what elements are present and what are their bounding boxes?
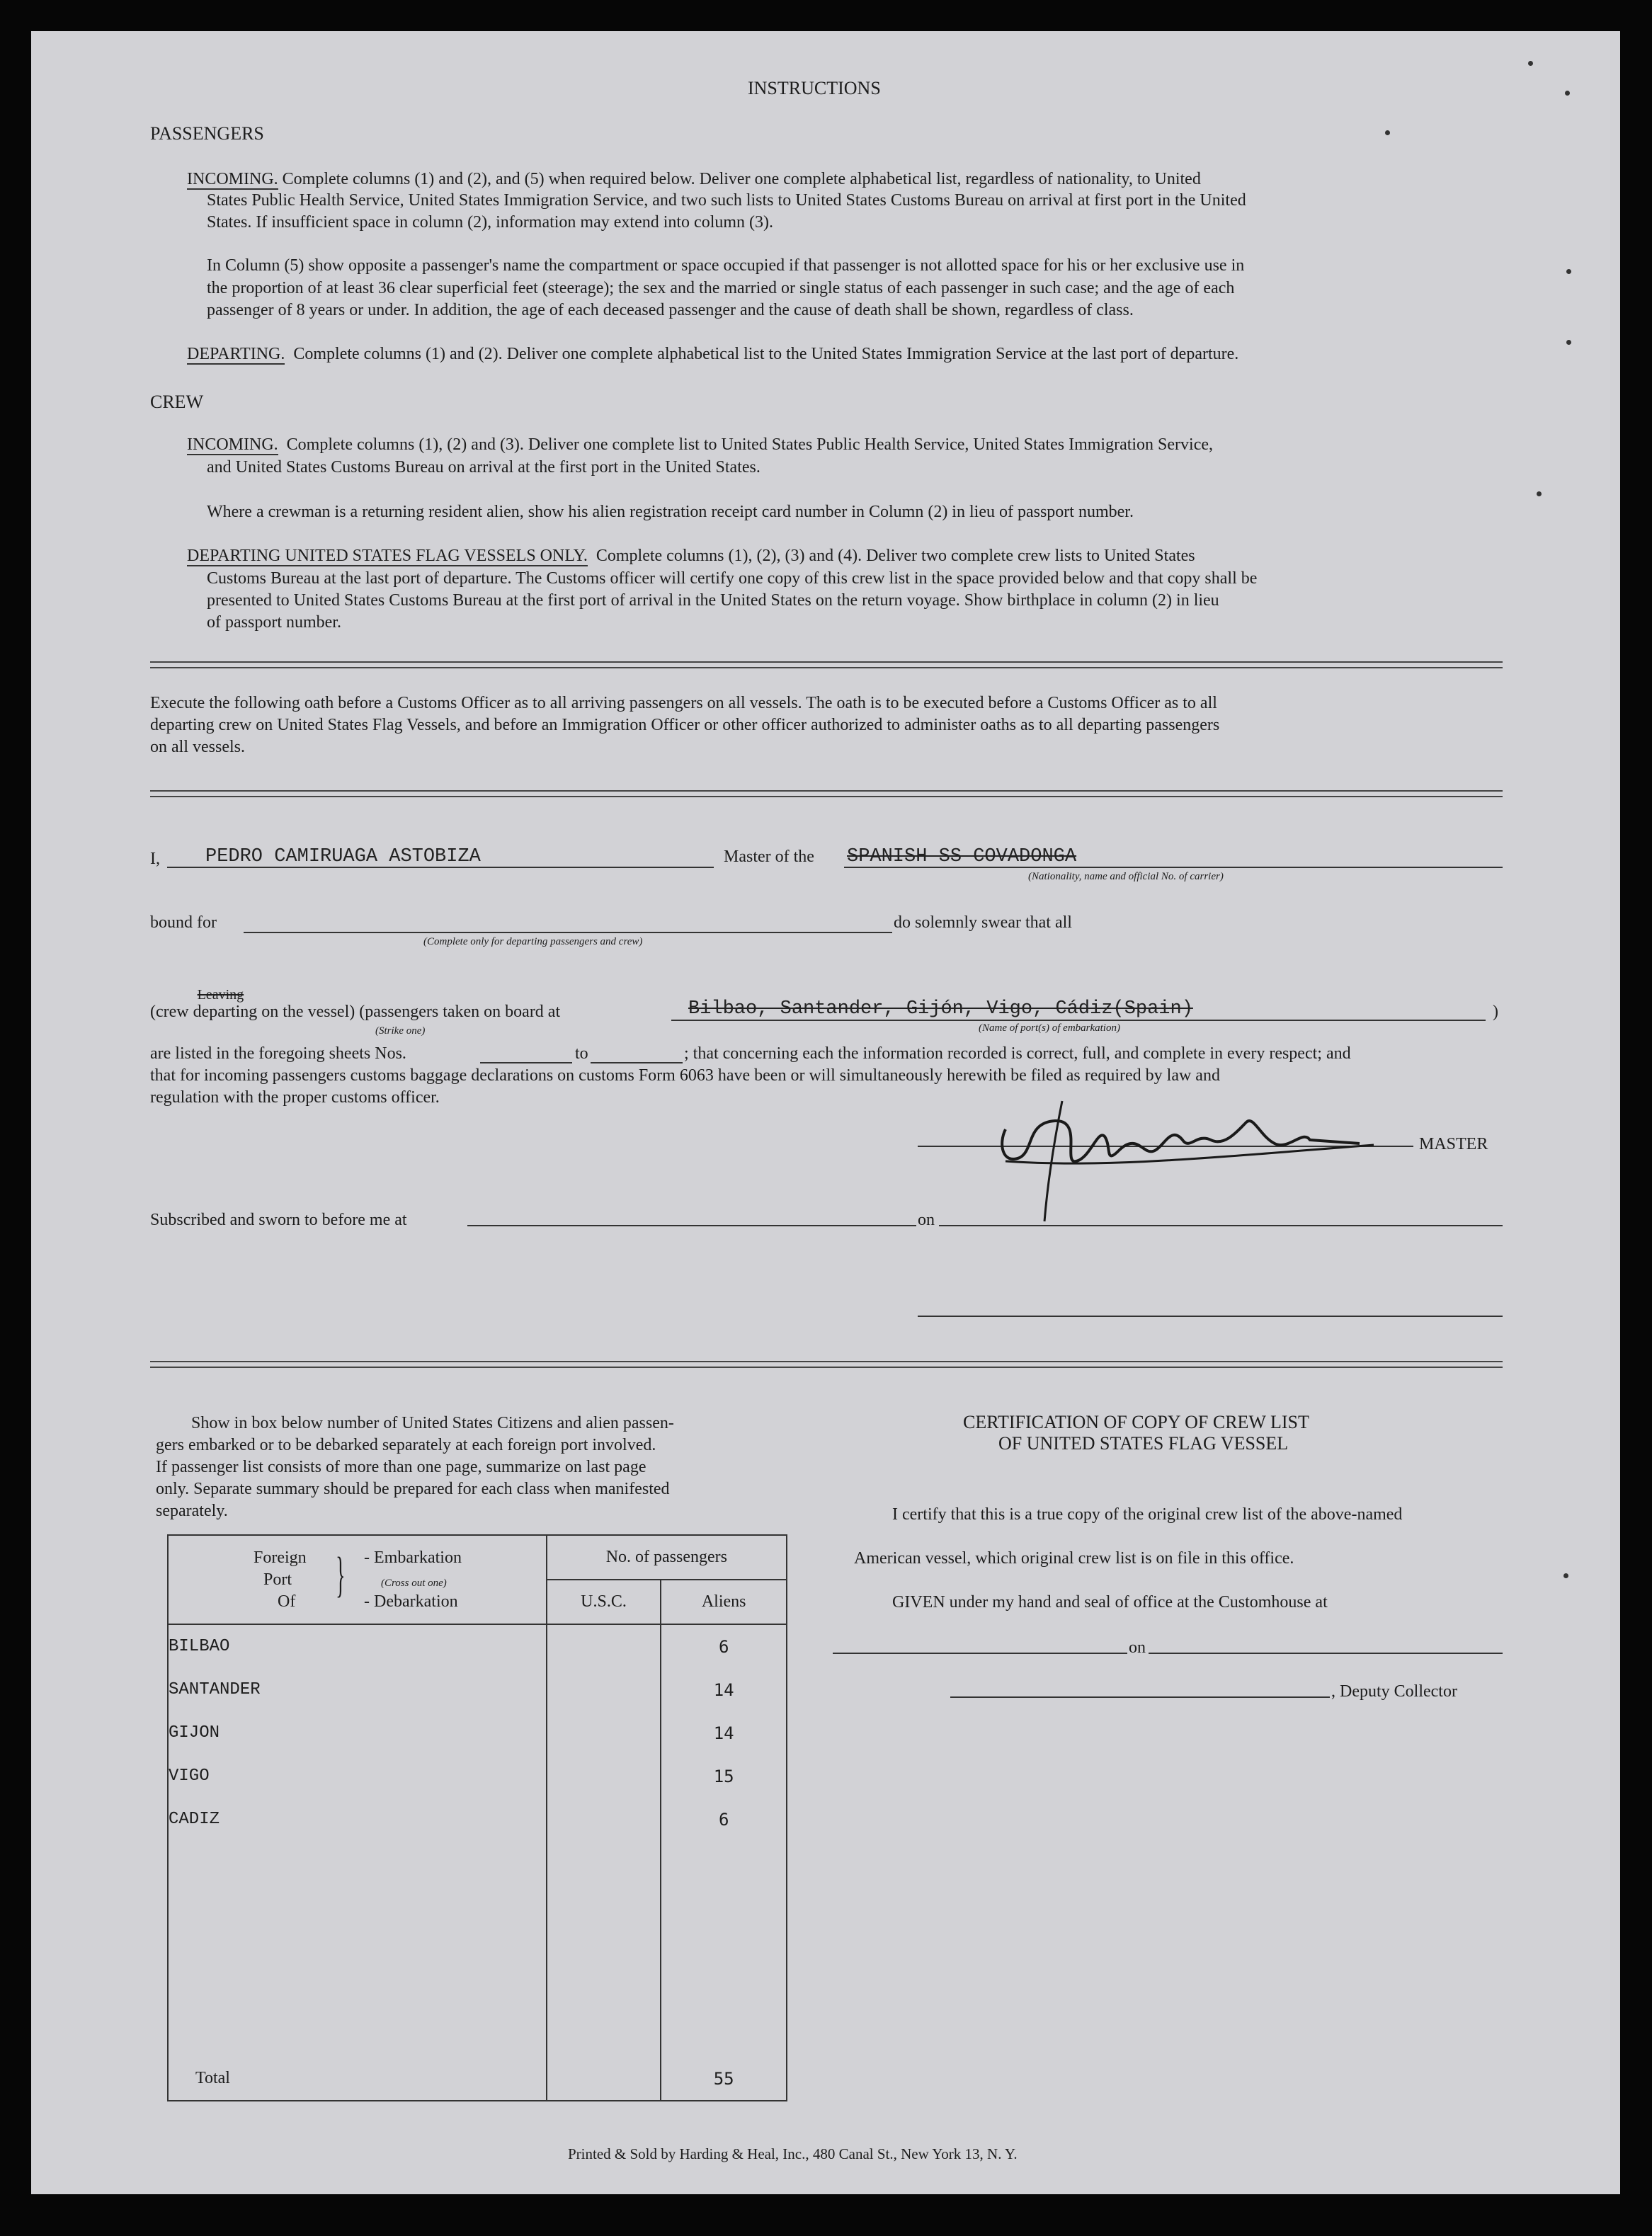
- subscribed-on-label: on: [918, 1211, 935, 1229]
- port-cell: [168, 2014, 547, 2057]
- port-cell: BILBAO: [168, 1624, 547, 1668]
- on-vessel-text: on the vessel) (passengers taken on board at: [261, 1003, 561, 1021]
- incoming-line-1: Complete columns (1) and (2), and (5) when required below. Deliver one complete alphabetical list, regardless of nationality, to United: [282, 170, 1201, 188]
- table-row: [168, 1884, 787, 1927]
- usc-cell: [547, 1798, 661, 1841]
- departing-text: Complete columns (1) and (2). Deliver one complete alphabetical list to the United States Immigration Service at the last port of departure.: [293, 345, 1239, 363]
- usc-cell: [547, 1755, 661, 1798]
- scan-speck: [1566, 269, 1571, 274]
- section-divider: [150, 1361, 1503, 1368]
- incoming-label: INCOMING.: [187, 170, 278, 188]
- section-divider: [150, 661, 1503, 668]
- usc-header: U.S.C.: [547, 1580, 661, 1624]
- ports-line: [671, 1020, 1486, 1021]
- port-label: Port: [263, 1570, 292, 1589]
- table-row: [168, 1624, 787, 1668]
- bound-for-label: bound for: [150, 913, 217, 932]
- port-cell: SANTANDER: [168, 1668, 547, 1711]
- aliens-cell: [661, 1841, 787, 1884]
- aliens-cell: 6: [661, 1624, 787, 1668]
- total-label: Total: [168, 2057, 547, 2101]
- usc-cell: [547, 1624, 661, 1668]
- passenger-summary-table: [167, 1534, 787, 2101]
- summary-intro-line-2: gers embarked or to be debarked separately at each foreign port involved.: [156, 1436, 656, 1454]
- subscribed-place-line[interactable]: [467, 1225, 916, 1226]
- usc-cell: [547, 1711, 661, 1755]
- certification-title-2: OF UNITED STATES FLAG VESSEL: [998, 1433, 1289, 1454]
- crew-word: departing: [193, 1003, 258, 1021]
- passengers-heading: PASSENGERS: [150, 123, 264, 144]
- oath-intro-line-2: departing crew on United States Flag Vessels, and before an Immigration Officer or other officer authorized to administer oaths as to all departing passengers: [150, 716, 1220, 734]
- scan-speck: [1528, 61, 1533, 66]
- incoming-crew-instructions: [187, 435, 1213, 455]
- table-row: [168, 1668, 787, 1711]
- scan-speck: [1565, 91, 1570, 96]
- port-header: [168, 1535, 547, 1624]
- deputy-collector-label: , Deputy Collector: [1331, 1682, 1457, 1701]
- cert-date-line[interactable]: [1149, 1653, 1503, 1654]
- departing-us-line-3: presented to United States Customs Bureau at the first port of arrival in the United States on the return voyage. Show birthplace in column (2) in lieu: [207, 591, 1219, 610]
- aliens-cell: [661, 1927, 787, 1970]
- oath-intro-line-1: Execute the following oath before a Customs Officer as to all arriving passengers on all vessels. The oath is to be executed before a Customs Officer as to all: [150, 694, 1217, 712]
- bound-for-caption: (Complete only for departing passengers and crew): [423, 936, 643, 947]
- incoming-line-3: States. If insufficient space in column (2), information may extend into column (3).: [207, 213, 774, 232]
- summary-intro-line-5: separately.: [156, 1502, 228, 1520]
- aliens-cell: 6: [661, 1798, 787, 1841]
- total-usc: [547, 2057, 661, 2101]
- departing-us-line-2: Customs Bureau at the last port of departure. The Customs officer will certify one copy of this crew list in the space provided below and that copy shall be: [207, 569, 1258, 588]
- departing-passengers-instructions: [187, 345, 1238, 364]
- crew-incoming-line-1: Complete columns (1), (2) and (3). Deliver one complete list to United States Public Health Service, United States Immigration Service,: [286, 435, 1214, 454]
- column5-line-3: passenger of 8 years or under. In addition, the age of each deceased passenger and the cause of death shall be shown, regardless of class.: [207, 301, 1134, 319]
- departing-us-label: DEPARTING UNITED STATES FLAG VESSELS ONLY.: [187, 547, 588, 565]
- aliens-cell: [661, 1970, 787, 2014]
- page-title: INSTRUCTIONS: [748, 78, 881, 98]
- debarkation-label: - Debarkation: [364, 1592, 458, 1611]
- usc-cell: [547, 1668, 661, 1711]
- aliens-cell: 15: [661, 1755, 787, 1798]
- subscribed-label: Subscribed and sworn to before me at: [150, 1211, 407, 1229]
- crew-heading: CREW: [150, 392, 204, 412]
- customhouse-line[interactable]: [833, 1653, 1127, 1654]
- vessel-caption: (Nationality, name and official No. of carrier): [1028, 871, 1224, 882]
- scan-speck: [1385, 130, 1390, 135]
- ports-close: ): [1493, 1003, 1498, 1021]
- foreign-label: Foreign: [254, 1548, 307, 1567]
- total-aliens: 55: [661, 2057, 787, 2101]
- officer-signature-line[interactable]: [918, 1316, 1503, 1317]
- listed-line-3: regulation with the proper customs officer.: [150, 1088, 440, 1107]
- column5-line-2: the proportion of at least 36 clear superficial feet (steerage); the sex and the married or single status of each passenger in such case; and the age of each: [207, 279, 1235, 297]
- embark-ports[interactable]: Bilbao, Santander, Gijón, Vigo, Cádiz(Spain): [688, 998, 1193, 1020]
- oath-intro-line-3: on all vessels.: [150, 738, 245, 756]
- port-cell: GIJON: [168, 1711, 547, 1755]
- listed-line-2: that for incoming passengers customs baggage declarations on customs Form 6063 have been or will simultaneously herewith be filed as required by law and: [150, 1066, 1220, 1085]
- port-cell: VIGO: [168, 1755, 547, 1798]
- swear-label: do solemnly swear that all: [894, 913, 1072, 932]
- aliens-cell: 14: [661, 1711, 787, 1755]
- incoming-passengers-instructions: [187, 169, 1501, 190]
- scan-speck: [1537, 491, 1542, 496]
- cross-out-label: (Cross out one): [381, 1578, 447, 1589]
- departing-label: DEPARTING.: [187, 345, 285, 363]
- summary-intro-line-3: If passenger list consists of more than one page, summarize on last page: [156, 1458, 646, 1476]
- summary-intro-line-4: only. Separate summary should be prepared for each class when manifested: [156, 1480, 670, 1498]
- table-row: [168, 2014, 787, 2057]
- master-of-label: Master of the: [724, 848, 814, 866]
- brace-icon: }: [336, 1548, 346, 1602]
- passengers-count-header: No. of passengers: [547, 1535, 787, 1580]
- certification-title-1: CERTIFICATION OF COPY OF CREW LIST: [963, 1412, 1309, 1432]
- crewman-instructions: Where a crewman is a returning resident alien, show his alien registration receipt card number in Column (2) in lieu of passport number.: [207, 503, 1134, 521]
- scan-speck: [1566, 340, 1571, 345]
- usc-cell: [547, 1970, 661, 2014]
- usc-cell: [547, 1927, 661, 1970]
- port-cell: [168, 1884, 547, 1927]
- summary-intro-line-1: Show in box below number of United States Citizens and alien passen-: [191, 1414, 674, 1432]
- port-cell: [168, 1970, 547, 2014]
- printer-imprint: Printed & Sold by Harding & Heal, Inc., 480 Canal St., New York 13, N. Y.: [568, 2145, 1018, 2162]
- usc-cell: [547, 2014, 661, 2057]
- of-label: Of: [278, 1592, 296, 1611]
- crew-label: [150, 987, 561, 1022]
- certification-text-2: American vessel, which original crew list is on file in this office.: [854, 1549, 1294, 1568]
- table-row: [168, 1755, 787, 1798]
- listed-tail: ; that concerning each the information recorded is correct, full, and complete in every respect; and: [684, 1044, 1351, 1063]
- sheet-from-line[interactable]: [480, 1062, 572, 1063]
- cert-on-label: on: [1129, 1638, 1146, 1657]
- vessel-name[interactable]: SPANISH SS COVADONGA: [847, 846, 1077, 867]
- crew-incoming-line-2: and United States Customs Bureau on arrival at the first port in the United States.: [207, 458, 761, 477]
- table-row: [168, 1798, 787, 1841]
- crew-incoming-label: INCOMING.: [187, 435, 278, 454]
- usc-cell: [547, 1841, 661, 1884]
- table-row: [168, 1970, 787, 2014]
- to-label: to: [575, 1044, 588, 1063]
- crew-open: (crew: [150, 1003, 189, 1021]
- table-row: [168, 1841, 787, 1884]
- listed-label: are listed in the foregoing sheets Nos.: [150, 1044, 406, 1063]
- departing-us-flag-instructions: [187, 547, 1195, 566]
- column5-line-1: In Column (5) show opposite a passenger's name the compartment or space occupied if that passenger is not allotted space for his or her exclusive use in: [207, 256, 1245, 275]
- bound-for-line[interactable]: [244, 932, 892, 933]
- aliens-header: Aliens: [661, 1580, 787, 1624]
- table-row: [168, 1927, 787, 1970]
- i-label: I,: [150, 850, 160, 868]
- departing-us-line-4: of passport number.: [207, 613, 341, 632]
- given-line: GIVEN under my hand and seal of office at the Customhouse at: [892, 1593, 1328, 1612]
- embarkation-label: - Embarkation: [364, 1548, 462, 1567]
- port-cell: CADIZ: [168, 1798, 547, 1841]
- crew-struck-word: Leaving: [197, 987, 244, 1003]
- aliens-cell: [661, 2014, 787, 2057]
- table-row: [168, 1711, 787, 1755]
- aliens-cell: 14: [661, 1668, 787, 1711]
- crew-choice: [193, 987, 258, 1022]
- port-cell: [168, 1841, 547, 1884]
- deputy-signature-line[interactable]: [950, 1696, 1330, 1698]
- section-divider: [150, 790, 1503, 797]
- ports-caption: (Name of port(s) of embarkation): [979, 1022, 1120, 1034]
- usc-cell: [547, 1884, 661, 1927]
- master-label: MASTER: [1419, 1135, 1488, 1153]
- incoming-line-2: States Public Health Service, United States Immigration Service, and two such lists to United States Customs Bureau on arrival at first port in the United: [207, 191, 1246, 210]
- master-signature: [977, 1080, 1374, 1228]
- sheet-to-line[interactable]: [591, 1062, 683, 1063]
- subscribed-date-line[interactable]: [939, 1225, 1503, 1226]
- departing-us-line-1: Complete columns (1), (2), (3) and (4). Deliver two complete crew lists to United States: [596, 547, 1195, 565]
- total-row: [168, 2057, 787, 2101]
- strike-caption: (Strike one): [375, 1025, 426, 1037]
- scan-speck: [1563, 1573, 1568, 1578]
- aliens-cell: [661, 1884, 787, 1927]
- master-name[interactable]: PEDRO CAMIRUAGA ASTOBIZA: [205, 846, 481, 867]
- port-cell: [168, 1927, 547, 1970]
- certification-text-1: I certify that this is a true copy of the original crew list of the above-named: [892, 1505, 1403, 1524]
